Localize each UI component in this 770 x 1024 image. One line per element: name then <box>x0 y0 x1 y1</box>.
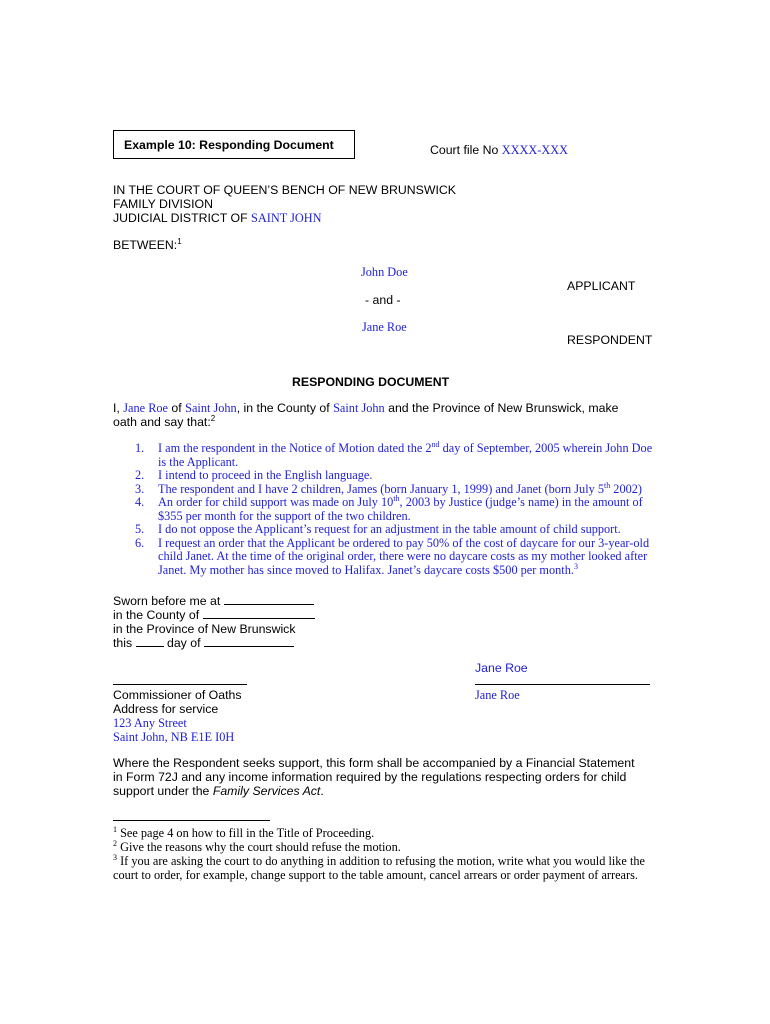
statement-list <box>113 439 658 577</box>
respondent-role: RESPONDENT <box>567 333 653 347</box>
applicant-name: John Doe <box>361 265 408 279</box>
list-item: 2. I intend to proceed in the English language. <box>135 468 373 482</box>
document-heading: RESPONDING DOCUMENT <box>292 375 450 389</box>
court-heading <box>113 183 456 225</box>
oath-city: Saint John <box>185 401 237 415</box>
judicial-district-value: SAINT JOHN <box>251 211 322 225</box>
list-item: 3. The respondent and I have 2 children, James (born January 1, 1999) and Janet (born July 5th 2002) <box>135 480 642 496</box>
footnote-ref-1: 1 <box>177 236 182 246</box>
and-separator: - and - <box>365 293 401 307</box>
commissioner-block <box>113 688 241 744</box>
list-item: 6. I request an order that the Applicant be ordered to pay 50% of the cost of daycare for our 3-year-old child Janet. At the time of the original order, there were no daycare costs as my mother looked after Janet. My mother has since moved to Halifax. Janet’s daycare costs $500 per month.$^3$ <box>135 535 650 577</box>
respondent-name: Jane Roe <box>362 320 407 334</box>
court-file-number <box>430 143 568 158</box>
judicial-district: JUDICIAL DISTRICT OF SAINT JOHN <box>113 211 322 225</box>
footnote-1: $^1$ See page 4 on how to fill in the Title of Proceeding. <box>113 824 375 840</box>
footnote-3: $^3$ If you are asking the court to do anything in addition to refusing the motion, write what you would like the court to order, for example, change support to the table amount, cancel arrears or order payment of arrears. <box>113 852 645 882</box>
footnote-ref-2: 2 <box>210 413 216 423</box>
sworn-day-blank[interactable] <box>136 636 164 647</box>
court-file-value: XXXX-XXX <box>501 143 569 157</box>
list-item: 4. An order for child support was made on July 10th, 2003 by Justice (judge’s name) in the amount of $355 per month for the support of the two children. <box>135 493 643 523</box>
example-title-box <box>113 130 355 159</box>
court-division: FAMILY DIVISION <box>113 197 213 211</box>
commissioner-signature-line <box>113 684 247 685</box>
sworn-location-blank[interactable] <box>224 594 314 605</box>
sworn-block: Sworn before me at in the County of in the Province of New Brunswick this day of <box>113 594 315 650</box>
sworn-month-blank[interactable] <box>204 636 294 647</box>
footnote-2: $^2$ Give the reasons why the court should refuse the motion. <box>113 838 401 854</box>
court-file-label: Court file No <box>430 143 499 157</box>
address-line-2: Saint John, NB E1E I0H <box>113 730 235 744</box>
commissioner-label: Commissioner of Oaths <box>113 688 242 702</box>
address-line-1: 123 Any Street <box>113 716 187 730</box>
applicant-role: APPLICANT <box>567 279 636 293</box>
oath-statement: I, Jane Roe of Saint John, in the County of Saint John and the Province of New Brunswick, make oath and say that:$^2$ <box>113 401 619 429</box>
deponent-printed-name: Jane Roe <box>475 688 520 702</box>
deponent-signature-line <box>475 684 650 685</box>
list-item: 5. I do not oppose the Applicant’s request for an adjustment in the table amount of child support. <box>135 522 621 536</box>
address-label: Address for service <box>113 702 219 716</box>
footnote-divider <box>113 820 270 821</box>
example-title: Example 10: Responding Document <box>124 138 334 152</box>
list-item: 1. I am the respondent in the Notice of Motion dated the 2nd day of September, 2005 wherein John Doe is the Applicant. <box>135 439 653 469</box>
between-label: BETWEEN:$^1$ <box>113 236 182 252</box>
oath-name: Jane Roe <box>123 401 168 415</box>
sworn-county-blank[interactable] <box>203 608 315 619</box>
deponent-signature: Jane Roe <box>475 661 528 675</box>
oath-county: Saint John <box>333 401 385 415</box>
financial-statement-notice: Where the Respondent seeks support, this form shall be accompanied by a Financial Statement in Form 72J and any income information required by the regulations respecting orders for child support under the Family Services Act. <box>113 756 635 798</box>
court-name: IN THE COURT OF QUEEN’S BENCH OF NEW BRUNSWICK <box>113 183 456 197</box>
